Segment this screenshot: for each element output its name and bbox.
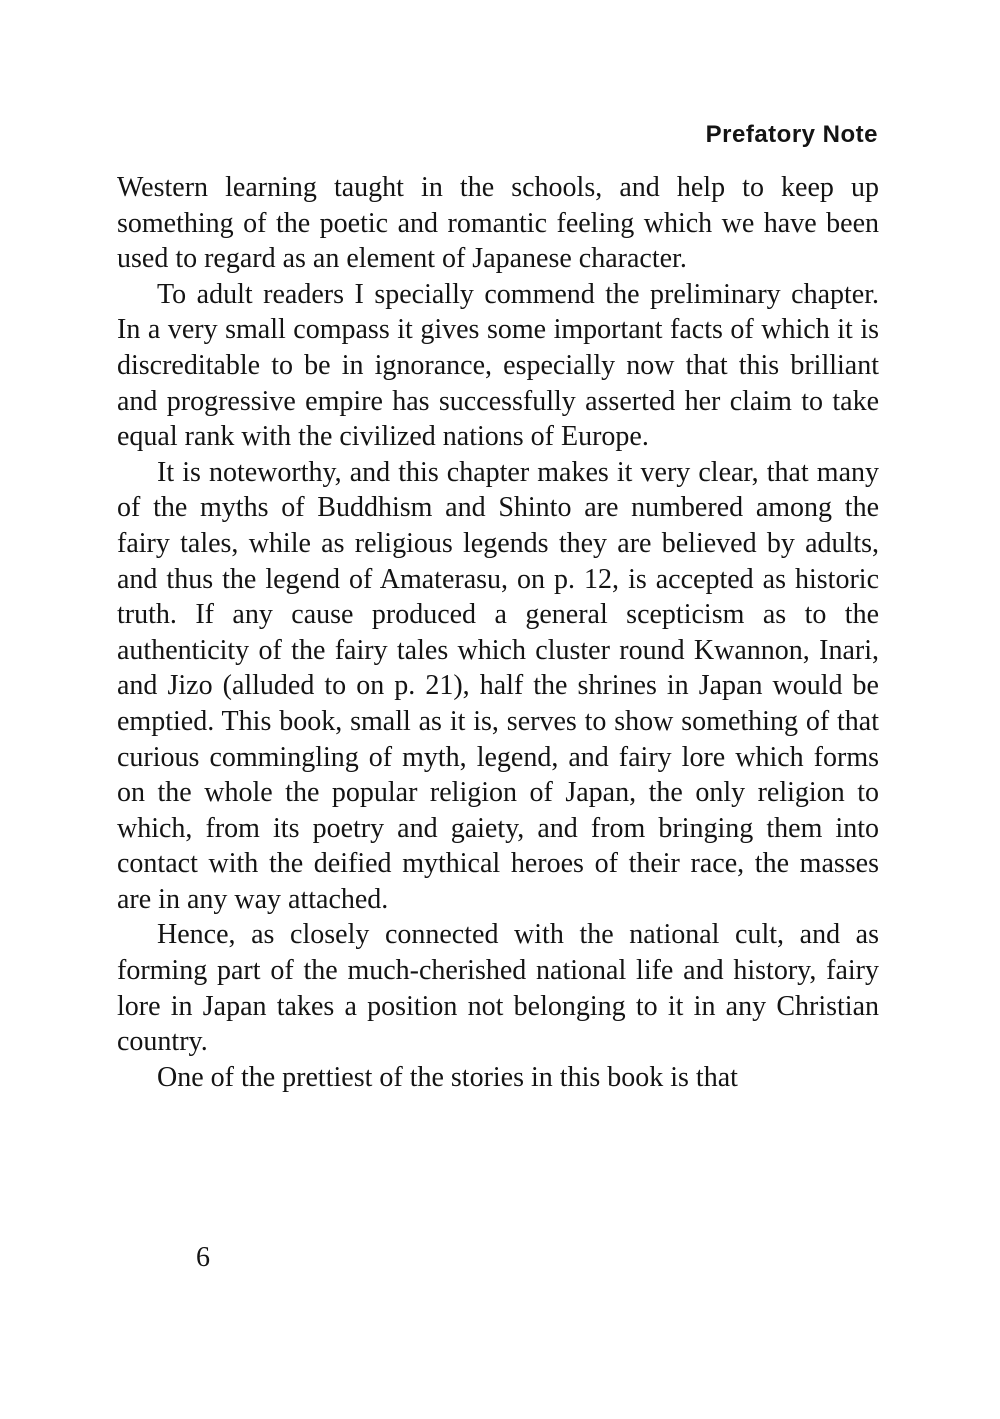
page-number: 6 [196, 1242, 210, 1273]
paragraph-5: One of the prettiest of the stories in this book is that [157, 1061, 738, 1093]
paragraph-3: It is noteworthy, and this chapter makes it very clear, that many of the myths of Buddhism and Shinto are numbered among the fairy tales, while as religious legends they are believed by adults, and thus the legend of Amaterasu, on p. 12, is accepted as historic truth. If any cause produced a general scepticism as to the authenticity of the fairy tales which cluster round Kwannon, Inari, and Jizo (alluded to on p. 21), half the shrines in Japan would be emptied. This book, small as it is, serves to show something of that curious commingling of myth, legend, and fairy lore which forms on the whole the popular religion of Japan, the only religion to which, from its poetry and gaiety, and from bringing them into contact with the deified mythical heroes of their race, the masses are in any way attached. [117, 456, 879, 915]
running-title: Prefatory Note [705, 121, 878, 148]
body-text [117, 170, 879, 1095]
paragraph-1: Western learning taught in the schools, and help to keep up something of the poetic and romantic feeling which we have been used to regard as an element of Japanese character. [117, 172, 879, 275]
paragraph-4: Hence, as closely connected with the national cult, and as forming part of the much-cherished national life and history, fairy lore in Japan takes a position not belonging to it in any Christian country. [117, 919, 879, 1058]
paragraph-2: To adult readers I specially commend the preliminary chapter. In a very small compass it gives some important facts of which it is discreditable to be in ignorance, especially now that this brilliant and progressive empire has successfully asserted her claim to take equal rank with the civilized nations of Europe. [117, 278, 879, 453]
